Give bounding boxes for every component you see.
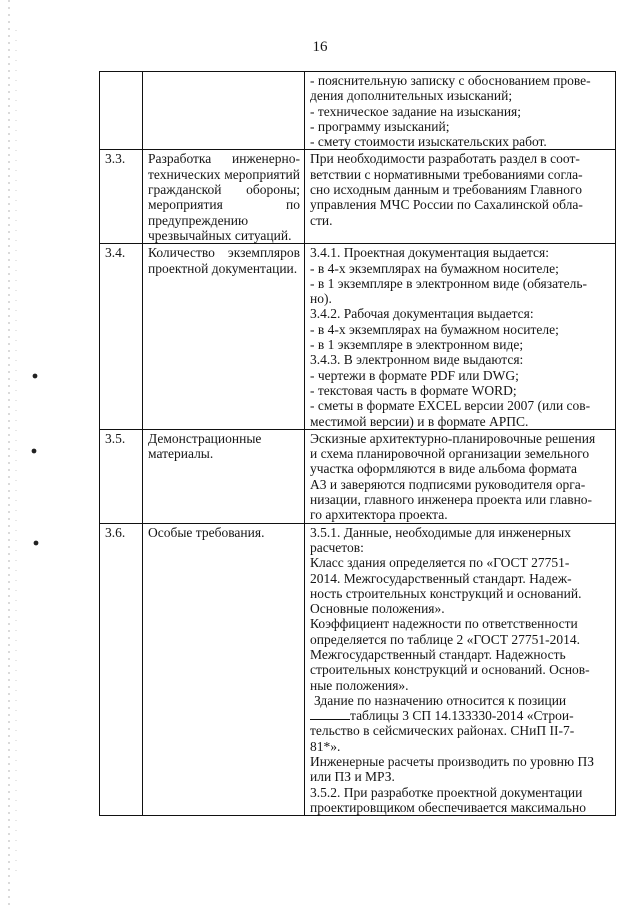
content-line: - в 4-х экземплярах на бумажном носителе;: [310, 260, 559, 276]
content-line: - в 1 экземпляре в электронном виде;: [310, 337, 524, 353]
content-line: местимой версии) и в формате АРПС.: [310, 413, 529, 429]
requirements-table: [99, 71, 616, 816]
content-line: - программу изысканий;: [310, 118, 450, 134]
content-line: тельство в сейсмических районах. СНиП II-7-: [310, 723, 575, 739]
page-number: 16: [312, 39, 328, 55]
content-line: го архитектора проекта.: [310, 507, 448, 523]
table-row: [100, 244, 616, 430]
content-line: Эскизные архитектурно-планировочные решения: [310, 430, 596, 446]
punch-hole-mark: [34, 541, 39, 546]
content-line: 3.4.2. Рабочая документация выдается:: [310, 306, 534, 322]
content-line: 3.4.3. В электронном виде выдаются:: [310, 352, 524, 368]
content-line: Межгосударственный стандарт. Надежность: [310, 646, 566, 662]
content-line: 3.4.1. Проектная документация выдается:: [310, 245, 549, 261]
content-line: - смету стоимости изыскательских работ.: [310, 134, 547, 150]
content-line: - в 1 экземпляре в электронном виде (обязатель-: [310, 275, 587, 291]
content-line: низации, главного инженера проекта или главно-: [310, 492, 593, 508]
content-line: - в 4-х экземплярах на бумажном носителе;: [310, 321, 559, 337]
requirement-content: [305, 72, 616, 150]
content-line: ветствии с нормативными требованиями согла-: [310, 166, 583, 182]
content-line: - техническое задание на изыскания;: [310, 103, 522, 119]
content-line: ность строительных конструкций и оснований.: [310, 585, 582, 601]
content-line: 3.5.1. Данные, необходимые для инженерных: [310, 524, 571, 540]
content-line: При необходимости разработать раздел в соот-: [310, 151, 580, 167]
content-line: но).: [310, 291, 332, 307]
punch-hole-mark: [33, 374, 38, 379]
requirement-name: [143, 72, 305, 150]
content-line: - текстовая часть в формате WORD;: [310, 382, 517, 398]
requirement-content: [305, 244, 616, 430]
requirement-content: [305, 150, 616, 244]
scan-margin-marks: [0, 0, 60, 905]
section-number: [100, 72, 143, 150]
fill-in-blank: [310, 708, 350, 720]
content-line: Здание по назначению относится к позиции: [314, 692, 567, 708]
content-line: - сметы в формате EXCEL версии 2007 (или сов-: [310, 398, 591, 414]
content-line: Класс здания определяется по «ГОСТ 27751-: [310, 555, 570, 571]
content-line: дения дополнительных изысканий;: [310, 88, 513, 104]
content-line: Коэффициент надежности по ответственности: [310, 616, 578, 632]
requirement-content: [305, 523, 616, 816]
table-row: [100, 429, 616, 523]
section-number: 3.4.: [100, 244, 143, 430]
content-line: А3 и заверяются подписями руководителя орга-: [310, 476, 586, 492]
content-line: 3.5.2. При разработке проектной документации: [310, 784, 583, 800]
requirement-name: Количество экземпляров проектной документации.: [143, 244, 305, 430]
punch-hole-mark: [32, 449, 37, 454]
table-row: [100, 523, 616, 816]
content-line: - чертежи в формате PDF или DWG;: [310, 367, 519, 383]
requirement-name: Демонстрационные материалы.: [143, 429, 305, 523]
table-row: [100, 72, 616, 150]
content-line: управления МЧС России по Сахалинской обла-: [310, 197, 583, 213]
requirement-name: Разработка инженерно-технических мероприятий гражданской обороны; мероприятия по предупреждению чрезвычайных ситуаций.: [143, 150, 305, 244]
table-row: [100, 150, 616, 244]
content-line: 81*».: [310, 738, 341, 754]
content-line: и схема планировочной организации земельного: [310, 446, 590, 462]
content-line: расчетов:: [310, 539, 364, 555]
requirement-content: [305, 429, 616, 523]
section-number: 3.6.: [100, 523, 143, 816]
content-line: [310, 708, 611, 723]
content-line-text: таблицы 3 СП 14.133330-2014 «Строи-: [350, 708, 574, 724]
content-line: Основные положения».: [310, 601, 445, 617]
section-number: 3.3.: [100, 150, 143, 244]
content-line: сно исходным данным и требованиям Главного: [310, 182, 582, 198]
content-line: ные положения».: [310, 677, 409, 693]
content-line: определяется по таблице 2 «ГОСТ 27751-2014.: [310, 631, 580, 647]
content-line: или ПЗ и МРЗ.: [310, 769, 395, 785]
content-line: строительных конструкций и оснований. Основ-: [310, 662, 590, 678]
content-line: Инженерные расчеты производить по уровню ПЗ: [310, 754, 594, 770]
content-line: проектировщиком обеспечивается максимально: [310, 799, 586, 815]
content-line: сти.: [310, 212, 333, 228]
content-line: участка оформляются в виде альбома формата: [310, 461, 577, 477]
content-line: 2014. Межгосударственный стандарт. Надеж-: [310, 570, 572, 586]
requirement-name: Особые требования.: [143, 523, 305, 816]
content-line: - пояснительную записку с обоснованием прове-: [310, 73, 591, 88]
section-number: 3.5.: [100, 429, 143, 523]
